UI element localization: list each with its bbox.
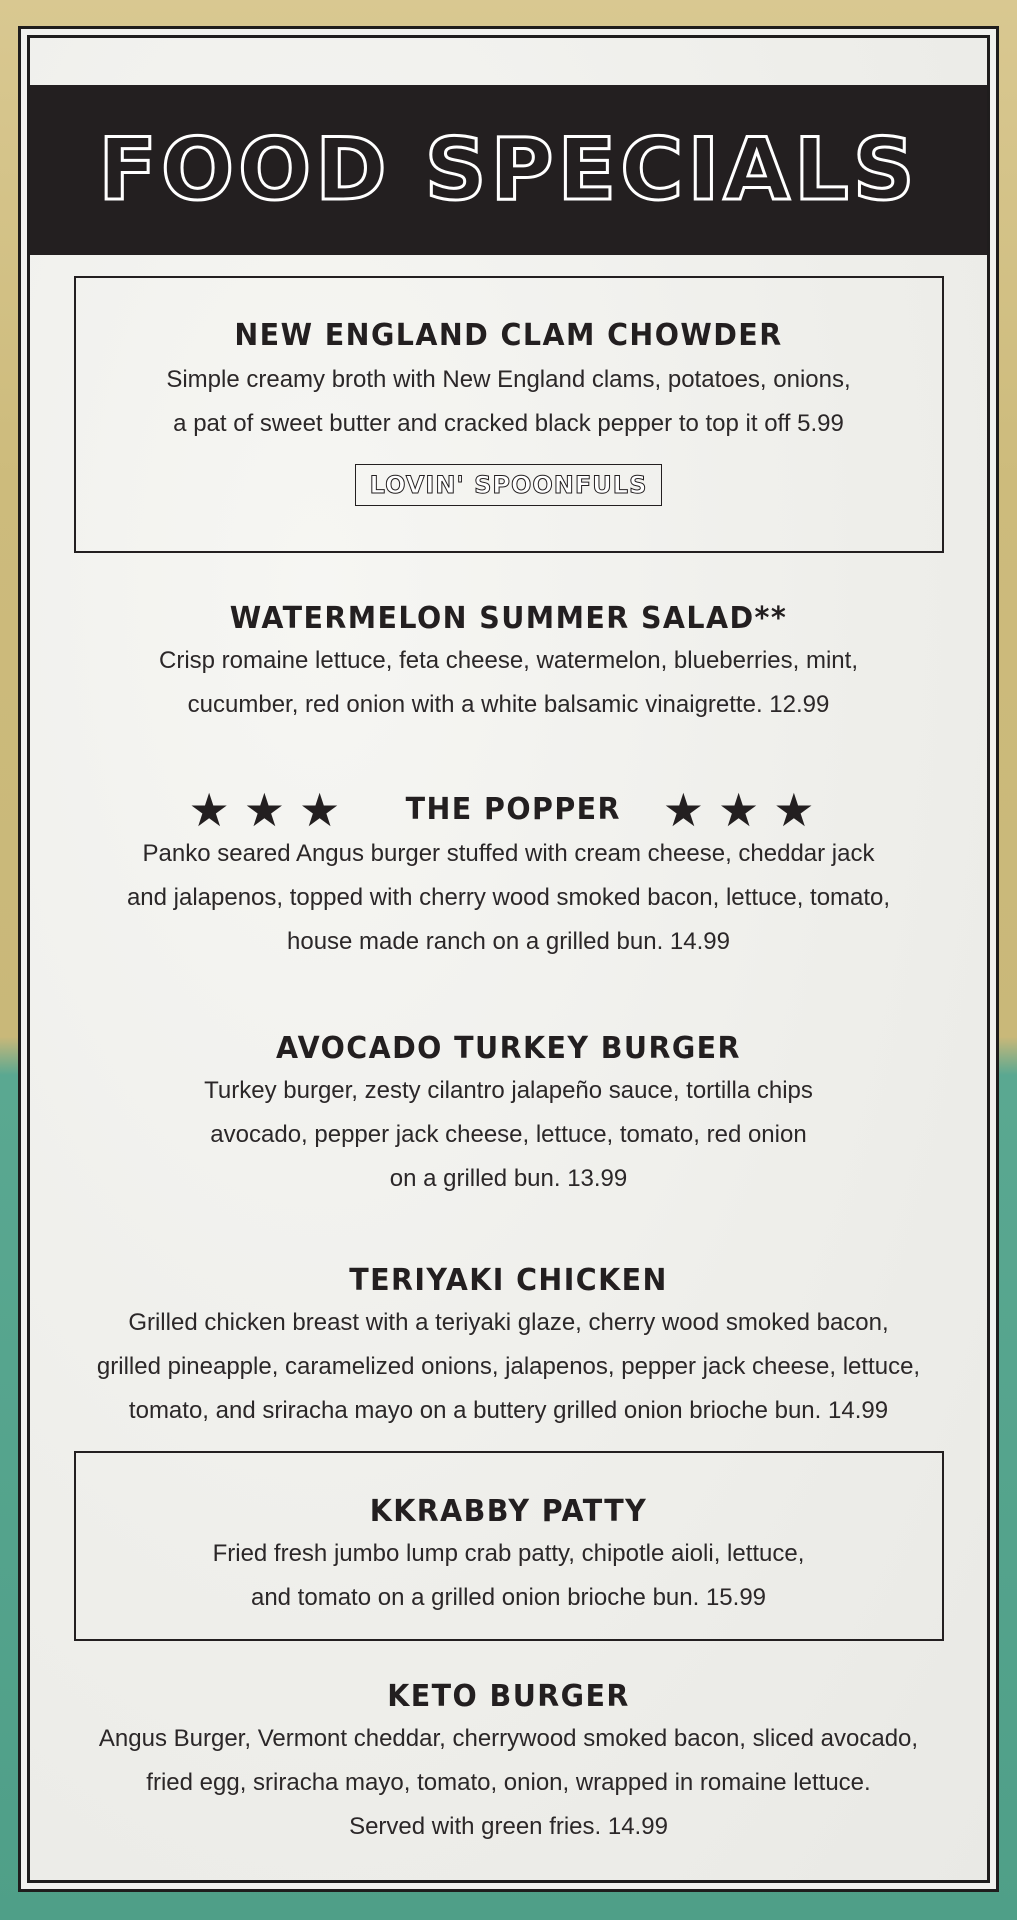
menu-board — [18, 26, 999, 1892]
item-description-line: Turkey burger, zesty cilantro jalapeño sauce, tortilla chips — [204, 1077, 813, 1104]
menu-item-the-popper — [30, 783, 987, 964]
item-description-line: house made ranch on a grilled bun. 14.99 — [287, 928, 730, 955]
item-description-line: and tomato on a grilled onion brioche bun. 15.99 — [250, 1584, 767, 1611]
menu-item-watermelon-salad — [30, 601, 987, 727]
item-title: WATERMELON SUMMER SALAD** — [229, 601, 788, 636]
item-description-line: Crisp romaine lettuce, feta cheese, watermelon, blueberries, mint, — [159, 647, 858, 674]
menu-item-avocado-turkey-burger — [30, 1031, 987, 1201]
item-description-line: Fried fresh jumbo lump crab patty, chipotle aioli, lettuce, — [212, 1540, 805, 1567]
item-description-line: tomato, and sriracha mayo on a buttery grilled onion brioche bun. 14.99 — [128, 1397, 889, 1424]
item-description-line: Simple creamy broth with New England clams, potatoes, onions, — [166, 366, 851, 393]
item-description-line: a pat of sweet butter and cracked black pepper to top it off 5.99 — [173, 410, 844, 437]
lovin-spoonfuls-badge: LOVIN' SPOONFULS — [355, 464, 663, 506]
item-title: TERIYAKI CHICKEN — [349, 1263, 668, 1298]
item-title: KETO BURGER — [387, 1679, 630, 1714]
item-description-line: and jalapenos, topped with cherry wood smoked bacon, lettuce, tomato, — [126, 884, 891, 911]
item-title: AVOCADO TURKEY BURGER — [276, 1031, 741, 1066]
item-description-line: on a grilled bun. 13.99 — [389, 1165, 628, 1192]
page-title: FOOD SPECIALS — [98, 120, 919, 220]
popper-title-row — [30, 783, 987, 837]
menu-inner-border — [27, 35, 990, 1883]
item-title: THE POPPER — [405, 792, 622, 827]
star-icons-left: ★★★ — [188, 783, 355, 837]
item-description-line: fried egg, sriracha mayo, tomato, onion, wrapped in romaine lettuce. — [146, 1769, 871, 1796]
item-description-line: grilled pineapple, caramelized onions, jalapenos, pepper jack cheese, lettuce, — [96, 1353, 921, 1380]
star-icons-right: ★★★ — [662, 783, 829, 837]
item-title: NEW ENGLAND CLAM CHOWDER — [234, 318, 783, 353]
item-description-line: Angus Burger, Vermont cheddar, cherrywood smoked bacon, sliced avocado, — [98, 1725, 919, 1752]
item-description-line: cucumber, red onion with a white balsamic vinaigrette. 12.99 — [187, 691, 830, 718]
item-title: KKRABBY PATTY — [369, 1494, 648, 1529]
item-description-line: Panko seared Angus burger stuffed with cream cheese, cheddar jack — [142, 840, 875, 867]
menu-item-kkrabby-patty — [30, 1494, 987, 1620]
header-band — [30, 85, 987, 255]
item-description-line: Grilled chicken breast with a teriyaki glaze, cherry wood smoked bacon, — [128, 1309, 889, 1336]
menu-item-keto-burger — [30, 1679, 987, 1849]
menu-item-clam-chowder — [30, 318, 987, 506]
item-description-line: avocado, pepper jack cheese, lettuce, tomato, red onion — [210, 1121, 807, 1148]
menu-item-teriyaki-chicken — [30, 1263, 987, 1433]
item-description-line: Served with green fries. 14.99 — [349, 1813, 668, 1840]
